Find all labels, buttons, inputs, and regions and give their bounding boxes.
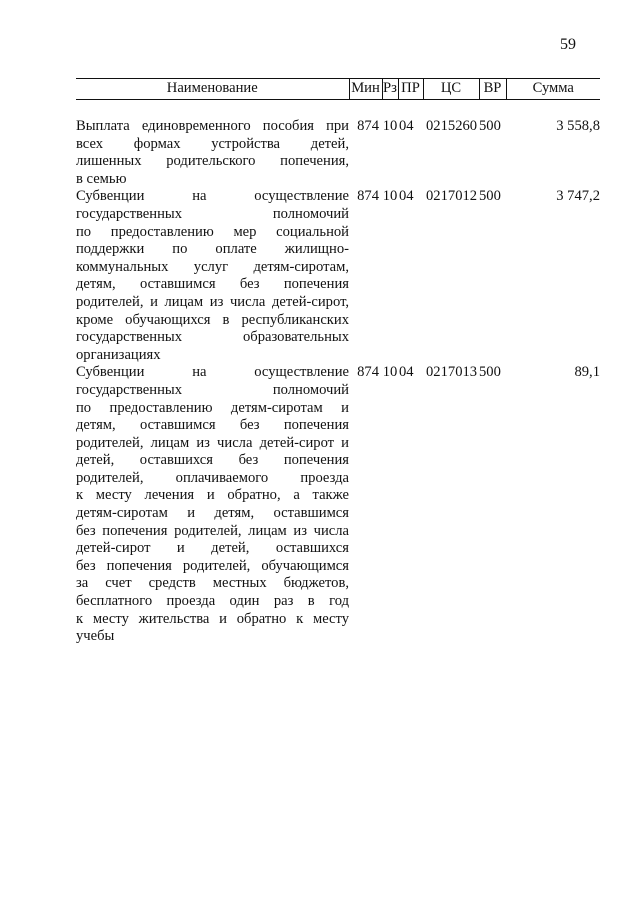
row-name-line: по предоставлению детям-сиротам и [76, 399, 349, 416]
row-name-line: родителей, и лицам из числа детей-сирот, [76, 293, 349, 310]
row-name-line: лишенных родительского попечения, [76, 153, 349, 170]
header-name: Наименование [76, 79, 349, 100]
row-name-line: к месту лечения и обратно, а также [76, 487, 349, 504]
row-name-cell [76, 364, 349, 646]
row-min: 874 [357, 188, 379, 205]
row-name-line: Субвенции на осуществление [76, 188, 349, 205]
header-cs: ЦС [423, 79, 479, 100]
row-name-line: детей-сирот и детей, оставшихся [76, 540, 349, 557]
table-row [76, 188, 600, 364]
row-name-line: детям, оставшимся без попечения [76, 417, 349, 434]
row-name-line: поддержки по оплате жилищно- [76, 241, 349, 258]
row-name-line: без попечения родителей, обучающимся [76, 557, 349, 574]
header-rz: Рз [382, 79, 398, 100]
row-name-line: детей, оставшихся без попечения [76, 452, 349, 469]
row-vr: 500 [479, 364, 501, 381]
row-sum: 3 558,8 [556, 118, 600, 134]
row-name-line: родителей, лицам из числа детей-сирот и [76, 434, 349, 451]
row-cs: 0215260 [426, 118, 478, 134]
row-name-line: детям, оставшимся без попечения [76, 276, 349, 293]
row-name-line: за счет средств местных бюджетов, [76, 575, 349, 592]
row-pr: 04 [399, 118, 414, 134]
table-header-row [76, 79, 600, 100]
row-name-line: всех формах устройства детей, [76, 135, 349, 152]
row-name-cell [76, 188, 349, 364]
row-min: 874 [357, 118, 379, 134]
table-row [76, 118, 600, 188]
header-vr: ВР [479, 79, 506, 100]
page-number: 59 [560, 36, 576, 53]
header-sum: Сумма [506, 79, 600, 100]
row-name-line: кроме обучающихся в республиканских [76, 311, 349, 328]
row-cs: 0217013 [426, 364, 478, 381]
row-name-line: к месту жительства и обратно к месту [76, 610, 349, 627]
table-row [76, 364, 600, 646]
row-pr: 04 [399, 364, 414, 381]
row-name-line: организациях [76, 346, 161, 363]
row-name-line: государственных образовательных [76, 329, 349, 346]
row-name-line: Выплата единовременного пособия при [76, 118, 349, 134]
row-rz: 10 [382, 118, 398, 134]
row-name-cell [76, 118, 349, 188]
row-name-line: без попечения родителей, лицам из числа [76, 522, 349, 539]
row-name-line: государственных полномочий [76, 381, 349, 398]
row-sum: 3 747,2 [556, 188, 600, 205]
row-min: 874 [357, 364, 379, 381]
row-name-line: Субвенции на осуществление [76, 364, 349, 381]
header-pr: ПР [398, 79, 423, 100]
row-pr: 04 [399, 188, 414, 205]
row-vr: 500 [479, 188, 501, 205]
spacer-row [76, 100, 600, 119]
header-min: Мин [349, 79, 382, 100]
row-name-line: учебы [76, 628, 115, 645]
row-name-line: коммунальных услуг детям-сиротам, [76, 258, 349, 275]
row-name-line: детям-сиротам и детям, оставшимся [76, 505, 349, 522]
row-rz: 10 [382, 364, 398, 381]
row-name-line: в семью [76, 170, 127, 187]
row-rz: 10 [382, 188, 398, 205]
row-sum: 89,1 [574, 364, 600, 381]
budget-table [76, 78, 600, 646]
row-name-line: государственных полномочий [76, 205, 349, 222]
row-name-line: бесплатного проезда один раз в год [76, 593, 349, 610]
row-name-line: по предоставлению мер социальной [76, 223, 349, 240]
row-vr: 500 [479, 118, 501, 134]
row-name-line: родителей, оплачиваемого проезда [76, 469, 349, 486]
row-cs: 0217012 [426, 188, 478, 205]
